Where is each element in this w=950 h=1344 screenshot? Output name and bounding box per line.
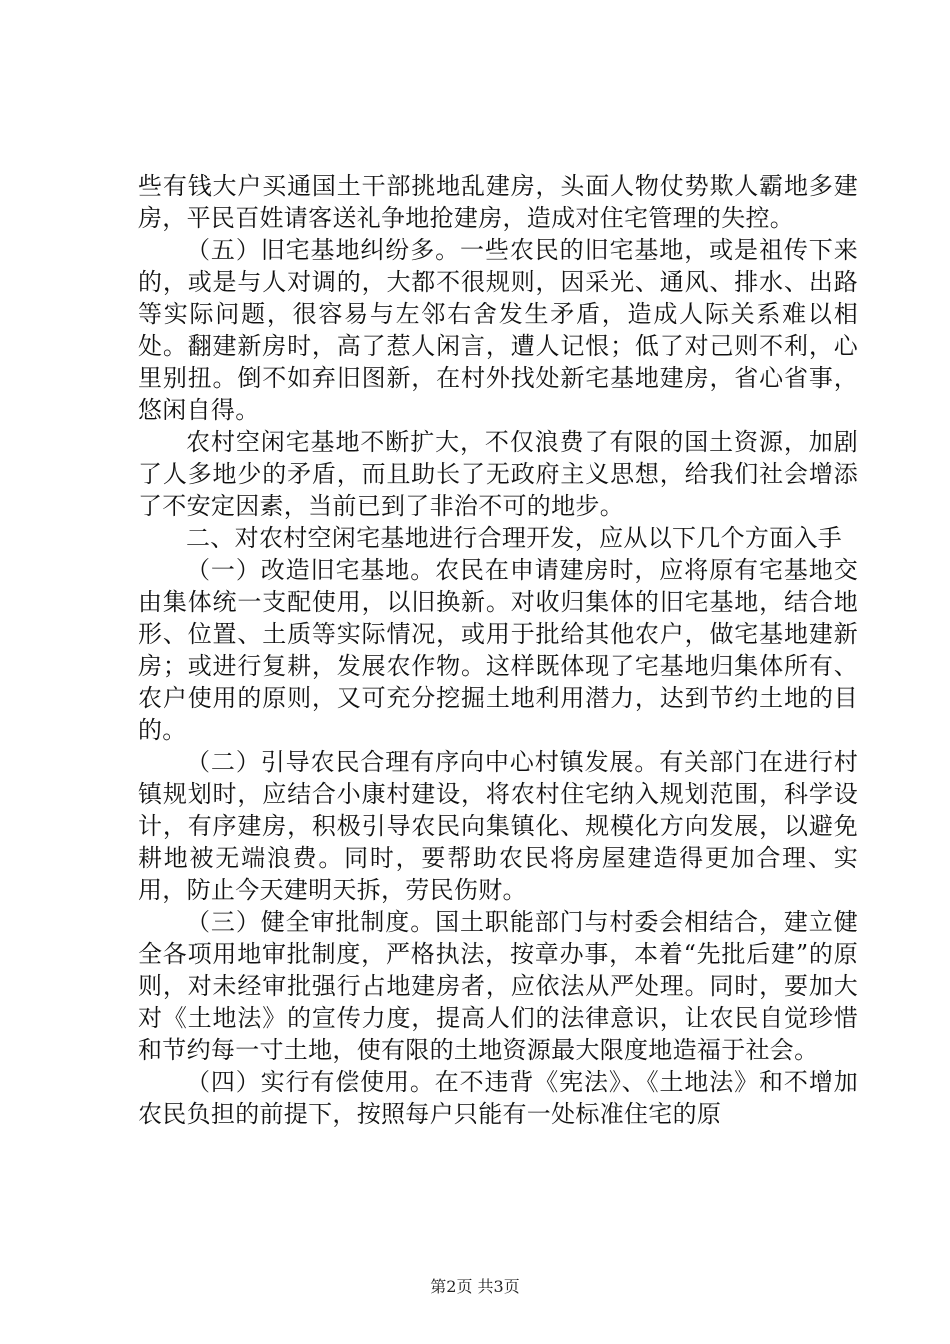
document-body (138, 170, 858, 1130)
paragraph-item-2: （二）引导农民合理有序向中心村镇发展。有关部门在进行村镇规划时，应结合小康村建设，将农村住宅纳入规划范围，科学设计，有序建房，积极引导农民向集镇化、规模化方向发展，以避免耕地被无端浪费。同时，要帮助农民将房屋建造得更加合理、实用，防止今天建明天拆，劳民伤财。 (138, 748, 858, 904)
paragraph-continuation: 些有钱大户买通国土干部挑地乱建房，头面人物仗势欺人霸地多建房，平民百姓请客送礼争地抢建房，造成对住宅管理的失控。 (138, 172, 858, 232)
paragraph-summary: 农村空闲宅基地不断扩大，不仅浪费了有限的国土资源，加剧了人多地少的矛盾，而且助长了无政府主义思想，给我们社会增添了不安定因素，当前已到了非治不可的地步。 (138, 428, 858, 520)
section-heading-2: 二、对农村空闲宅基地进行合理开发，应从以下几个方面入手 (186, 524, 843, 552)
paragraph-item-4: （四）实行有偿使用。在不违背《宪法》、《土地法》和不增加农民负担的前提下，按照每户只能有一处标准住宅的原 (138, 1068, 858, 1128)
paragraph-item-1: （一）改造旧宅基地。农民在申请建房时，应将原有宅基地交由集体统一支配使用，以旧换新。对收归集体的旧宅基地，结合地形、位置、土质等实际情况，或用于批给其他农户，做宅基地建新房；或进行复耕，发展农作物。这样既体现了宅基地归集体所有、农户使用的原则，又可充分挖掘土地利用潜力，达到节约土地的目的。 (138, 556, 858, 744)
page-number-footer: 第2页 共3页 (430, 1277, 520, 1296)
paragraph-item-3: （三）健全审批制度。国土职能部门与村委会相结合，建立健全各项用地审批制度，严格执法，按章办事，本着“先批后建”的原则，对未经审批强行占地建房者，应依法从严处理。同时，要加大对《土地法》的宣传力度，提高人们的法律意识，让农民自觉珍惜和节约每一寸土地，使有限的土地资源最大限度地造福于社会。 (138, 908, 858, 1064)
paragraph-item-5-old-homesteads: （五）旧宅基地纠纷多。一些农民的旧宅基地，或是祖传下来的，或是与人对调的，大都不很规则，因采光、通风、排水、出路等实际问题，很容易与左邻右舍发生矛盾，造成人际关系难以相处。翻建新房时，高了惹人闲言，遭人记恨；低了对己则不利，心里别扭。倒不如弃旧图新，在村外找处新宅基地建房，省心省事，悠闲自得。 (138, 236, 858, 424)
